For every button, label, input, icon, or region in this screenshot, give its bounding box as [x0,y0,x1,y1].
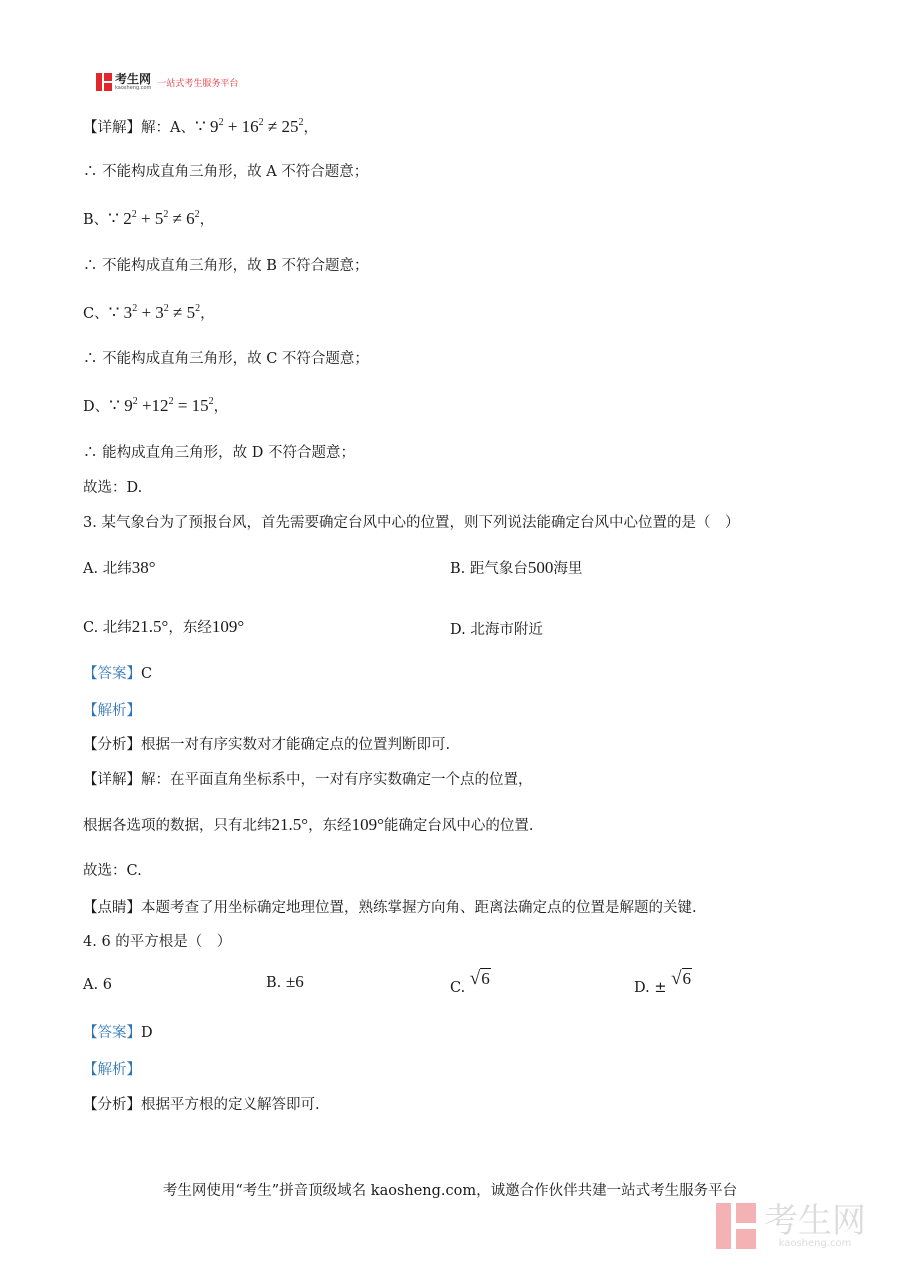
sqrt-6-c: √6 [469,968,490,989]
solution-line-c-conclusion: ∴ 不能构成直角三角形，故 C 不符合题意； [83,351,369,367]
logo-slogan: 一站式考生服务平台 [157,78,239,89]
q3-option-d: D. 北海市附近 [450,622,543,638]
logo-name: 考生网 [115,72,152,86]
q4-fenxi: 【分析】根据平方根的定义解答即可. [83,1097,320,1113]
question-3-stem: 3. 某气象台为了预报台风，首先需要确定台风中心的位置，则下列说法能确定台风中心位置的是（ ） [83,515,740,531]
watermark-logo-icon [716,1203,756,1249]
q3-analysis-tag: 【解析】 [83,703,141,719]
q4-answer: 【答案】D [83,1025,153,1041]
watermark [716,1200,866,1249]
sqrt-6-d: √6 [671,968,692,989]
q4-analysis-tag: 【解析】 [83,1062,141,1078]
q3-option-a: A. 北纬38° [83,558,156,577]
q4-option-b: B. ±6 [266,972,304,991]
q4-option-c: C. √6 [450,968,490,996]
q3-answer: 【答案】C [83,666,153,682]
page-footer: 考生网使用“考生”拼音顶级域名 kaosheng.com，诚邀合作伙伴共建一站式考生服务平台 [162,1183,738,1199]
solution-line-c: C、∵ $3^2 + 3^2 \ne 5^2$， [83,303,215,322]
solution-line-b-conclusion: ∴ 不能构成直角三角形，故 B 不符合题意； [83,258,369,274]
solution-choice: 故选：D. [83,480,143,496]
q4-option-d: D. ± √6 [634,968,692,996]
q3-choice: 故选：C. [83,863,142,879]
header-logo [96,72,238,92]
watermark-name: 考生网 [764,1200,866,1241]
q3-xiangjie: 【详解】解：在平面直角坐标系中，一对有序实数确定一个点的位置， [83,772,533,788]
solution-line-d: D、∵ $9^2 +12^2 = 15^2$， [83,396,229,415]
q3-dianjing: 【点睛】本题考查了用坐标确定地理位置，熟练掌握方向角、距离法确定点的位置是解题的关键. [83,900,697,916]
q3-option-c: C. 北纬21.5°，东经109° [83,617,245,636]
question-4-stem: 4. 6 的平方根是（ ） [83,934,232,950]
q3-fenxi: 【分析】根据一对有序实数对才能确定点的位置判断即可. [83,737,451,753]
solution-line-a: 【详解】解：A、∵ $9^2 + 16^2 \ne 25^2$， [83,117,318,136]
watermark-domain: kaosheng.com [778,1237,852,1249]
q3-reasoning: 根据各选项的数据，只有北纬21.5°，东经109°能确定台风中心的位置. [83,815,534,834]
kaosheng-logo-icon [96,73,112,91]
q3-option-b: B. 距气象台500海里 [450,558,583,577]
q4-option-a: A. 6 [83,977,112,993]
solution-line-b: B、∵ $2^2 + 5^2 \ne 6^2$， [83,209,215,228]
solution-line-a-conclusion: ∴ 不能构成直角三角形，故 A 不符合题意； [83,164,369,180]
logo-domain: kaosheng.com [115,85,152,91]
solution-line-d-conclusion: ∴ 能构成直角三角形，故 D 不符合题意； [83,445,355,461]
